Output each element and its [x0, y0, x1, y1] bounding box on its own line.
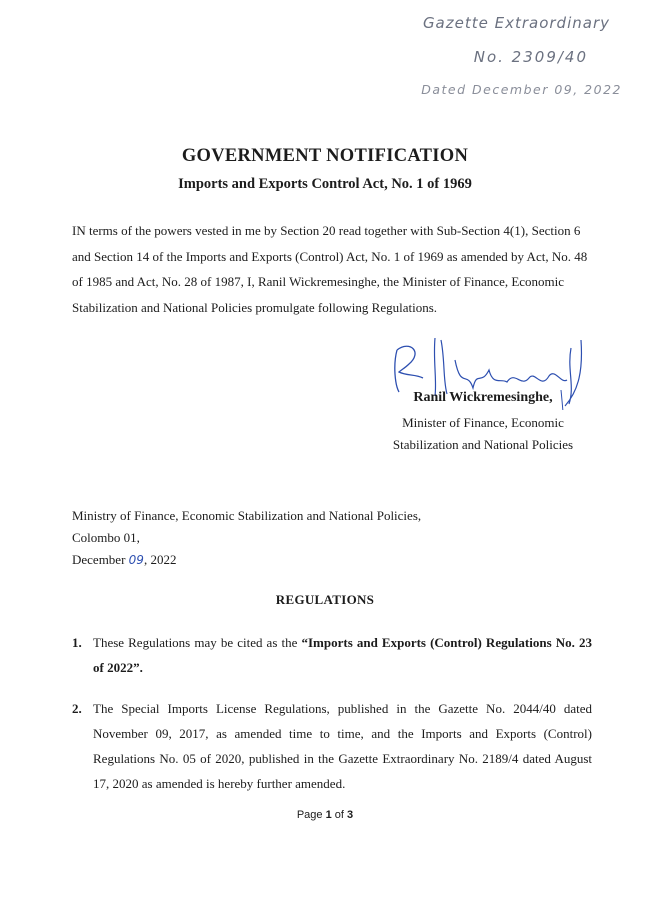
- handwritten-gazette-label: Gazette Extraordinary: [422, 14, 610, 32]
- of-word: of: [334, 809, 344, 821]
- page-current: 1: [325, 809, 332, 821]
- date-prefix: December: [72, 552, 129, 567]
- address-line-1: Ministry of Finance, Economic Stabilization and National Policies,: [72, 508, 422, 523]
- date-day: 09: [128, 553, 144, 567]
- signer-role-line-2: Stabilization and National Policies: [392, 437, 574, 452]
- regulation-citation-title: “Imports and Exports (Control) Regulations No. 23 of 2022”.: [93, 635, 592, 675]
- page-total: 3: [347, 809, 354, 821]
- intro-paragraph: IN terms of the powers vested in me by Section 20 read together with Sub-Section 4(1), Section 6 and Section 14 of the Imports and Exports (Control) Act, No. 1 of 1969 as amended by Act, No. 48 of 1985 and Act, No. 28 of 1987, I, Ranil Wickremesinghe, the Minister of Finance, Economic Stabilization and National Policies promulgate following Regulations.: [72, 223, 588, 315]
- address-block: [72, 505, 421, 571]
- date-suffix: , 2022: [143, 552, 177, 567]
- signer-name: Ranil Wickremesinghe,: [413, 390, 553, 405]
- regulation-item: [72, 696, 592, 796]
- regulation-number: 1.: [72, 635, 82, 650]
- address-date: [72, 549, 421, 571]
- signer-block: [383, 390, 583, 456]
- regulation-text-plain: These Regulations may be cited as the: [93, 635, 302, 650]
- regulations-heading: REGULATIONS: [275, 592, 375, 607]
- signer-role: [383, 412, 583, 456]
- address-line-2: Colombo 01,: [72, 530, 140, 545]
- handwritten-gazette-date: Dated December 09, 2022: [421, 82, 622, 97]
- page-subtitle: Imports and Exports Control Act, No. 1 of 1969: [178, 176, 472, 192]
- page-word: Page: [296, 809, 323, 821]
- regulation-text: The Special Imports License Regulations, published in the Gazette No. 2044/40 dated November 09, 2017, as amended time to time, and the Imports and Exports (Control) Regulations No. 05 of 2020, published in the Gazette Extraordinary No. 2189/4 dated August 17, 2020 as amended is hereby further amended.: [93, 701, 592, 791]
- handwritten-gazette-number: No. 2309/40: [473, 48, 588, 66]
- regulation-item: [72, 630, 592, 680]
- regulation-text: [93, 630, 592, 680]
- signer-role-line-1: Minister of Finance, Economic: [402, 415, 564, 430]
- page-footer: [0, 809, 650, 821]
- page-title: GOVERNMENT NOTIFICATION: [181, 146, 469, 166]
- regulation-number: 2.: [72, 701, 82, 716]
